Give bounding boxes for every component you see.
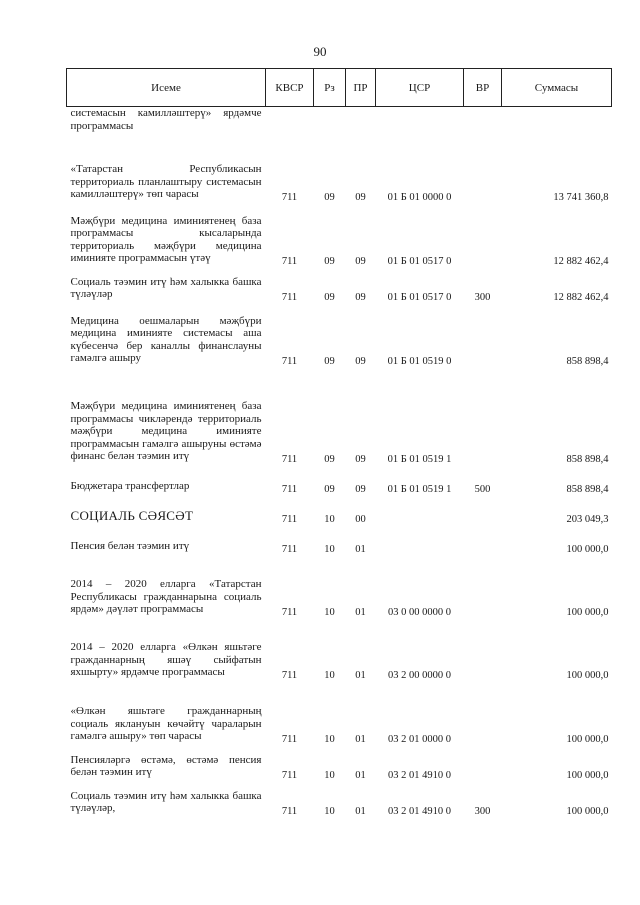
row-vr bbox=[464, 745, 502, 781]
row-csr: 03 2 01 4910 0 bbox=[388, 769, 451, 781]
row-name: системасын камилләштерү» ярдәмче программасы bbox=[70, 107, 262, 132]
budget-table bbox=[66, 68, 612, 817]
row-pr: 09 bbox=[355, 355, 366, 367]
row-kvsr: 711 bbox=[281, 453, 298, 465]
row-kvsr: 711 bbox=[281, 513, 298, 525]
table-row bbox=[67, 525, 612, 555]
row-vr bbox=[464, 139, 502, 203]
row-sum: 858 898,4 bbox=[566, 453, 609, 465]
row-pr: 01 bbox=[355, 805, 366, 817]
table-row bbox=[67, 781, 612, 817]
row-rz: 10 bbox=[324, 769, 335, 781]
row-vr bbox=[464, 618, 502, 681]
row-rz: 09 bbox=[324, 453, 335, 465]
row-rz bbox=[314, 107, 346, 139]
row-pr bbox=[346, 107, 376, 139]
row-kvsr: 711 bbox=[281, 805, 298, 817]
table-row bbox=[67, 681, 612, 745]
row-sum: 100 000,0 bbox=[566, 606, 609, 618]
row-name: Медицина оешмаларын мәҗбүри медицина иминияте системасы аша күбесенчә бер каналлы финанслауны гамәлгә ашыру bbox=[70, 314, 262, 364]
row-csr: 03 2 01 4910 0 bbox=[388, 805, 451, 817]
row-csr bbox=[376, 107, 464, 139]
row-sum: 858 898,4 bbox=[566, 355, 609, 367]
row-vr bbox=[464, 303, 502, 367]
table-row bbox=[67, 555, 612, 618]
row-csr: 03 2 01 0000 0 bbox=[388, 733, 451, 745]
table-row bbox=[67, 618, 612, 681]
row-rz: 09 bbox=[324, 483, 335, 495]
row-kvsr bbox=[266, 107, 314, 139]
row-sum: 100 000,0 bbox=[566, 769, 609, 781]
table-row bbox=[67, 139, 612, 203]
row-kvsr: 711 bbox=[281, 483, 298, 495]
header-csr: ЦСР bbox=[376, 69, 464, 107]
row-sum: 203 049,3 bbox=[566, 513, 609, 525]
row-vr bbox=[464, 107, 502, 139]
header-name: Исеме bbox=[67, 69, 266, 107]
row-kvsr: 711 bbox=[281, 606, 298, 618]
row-kvsr: 711 bbox=[281, 733, 298, 745]
row-rz: 09 bbox=[324, 355, 335, 367]
row-pr: 09 bbox=[355, 453, 366, 465]
row-kvsr: 711 bbox=[281, 669, 298, 681]
row-csr: 03 2 00 0000 0 bbox=[388, 669, 451, 681]
row-vr bbox=[464, 525, 502, 555]
row-kvsr: 711 bbox=[281, 355, 298, 367]
row-rz: 09 bbox=[324, 191, 335, 203]
row-rz: 10 bbox=[324, 606, 335, 618]
table-row bbox=[67, 495, 612, 525]
row-pr: 09 bbox=[355, 255, 366, 267]
header-row bbox=[67, 69, 612, 107]
row-name: Мәҗбүри медицина иминиятенең база программасы кысаларында территориаль мәҗбүри медицина иминияте программасын үтәү bbox=[70, 214, 262, 264]
row-kvsr: 711 bbox=[281, 191, 298, 203]
row-pr: 01 bbox=[355, 606, 366, 618]
row-sum: 13 741 360,8 bbox=[553, 191, 609, 203]
row-sum: 100 000,0 bbox=[566, 543, 609, 555]
table-row bbox=[67, 745, 612, 781]
row-csr: 01 Б 01 0517 0 bbox=[387, 255, 452, 267]
row-name: Бюджетара трансфертлар bbox=[70, 480, 190, 492]
table-row bbox=[67, 203, 612, 267]
row-rz: 10 bbox=[324, 543, 335, 555]
row-kvsr: 711 bbox=[281, 769, 298, 781]
row-rz: 10 bbox=[324, 733, 335, 745]
row-csr bbox=[376, 495, 464, 525]
header-sum: Суммасы bbox=[502, 69, 612, 107]
row-name: Пенсияләргә өстәмә, өстәмә пенсия белән тәэмин итү bbox=[70, 753, 262, 778]
row-vr: 300 bbox=[474, 805, 491, 817]
row-pr: 09 bbox=[355, 483, 366, 495]
row-kvsr: 711 bbox=[281, 291, 298, 303]
row-vr bbox=[464, 555, 502, 618]
row-name: Пенсия белән тәэмин итү bbox=[70, 540, 190, 552]
table-row bbox=[67, 367, 612, 465]
row-vr: 500 bbox=[474, 483, 491, 495]
table-row bbox=[67, 107, 612, 139]
row-name: Мәҗбүри медицина иминиятенең база программасы чикләрендә территориаль мәҗбүри медицина иминияте программасын гамәлгә ашыруны өстәмә финанс белән тәэмин итү bbox=[70, 400, 262, 462]
header-pr: ПР bbox=[346, 69, 376, 107]
row-pr: 01 bbox=[355, 669, 366, 681]
row-pr: 01 bbox=[355, 769, 366, 781]
row-pr: 09 bbox=[355, 291, 366, 303]
row-vr bbox=[464, 495, 502, 525]
row-vr: 300 bbox=[474, 291, 491, 303]
row-vr bbox=[464, 681, 502, 745]
row-rz: 09 bbox=[324, 255, 335, 267]
row-sum bbox=[502, 107, 612, 139]
table-row bbox=[67, 303, 612, 367]
table-row bbox=[67, 465, 612, 495]
page-number: 90 bbox=[313, 44, 327, 59]
row-vr bbox=[464, 203, 502, 267]
table-row bbox=[67, 267, 612, 303]
header-kvsr: КВСР bbox=[266, 69, 314, 107]
row-csr: 01 Б 01 0519 1 bbox=[387, 483, 452, 495]
row-name: «Татарстан Республикасын территориаль планлаштыру системасын камилләштерү» төп чарасы bbox=[70, 163, 262, 200]
row-sum: 12 882 462,4 bbox=[553, 291, 609, 303]
row-pr: 01 bbox=[355, 543, 366, 555]
row-sum: 100 000,0 bbox=[566, 669, 609, 681]
row-sum: 100 000,0 bbox=[566, 733, 609, 745]
row-rz: 10 bbox=[324, 805, 335, 817]
row-pr: 09 bbox=[355, 191, 366, 203]
row-vr bbox=[464, 367, 502, 465]
row-rz: 10 bbox=[324, 513, 335, 525]
row-name: 2014 – 2020 елларга «Татарстан Республикасы гражданнарына социаль ярдәм» дәүләт программасы bbox=[70, 578, 262, 615]
header-vr: ВР bbox=[464, 69, 502, 107]
row-name: Социаль тәэмин итү һәм халыкка башка түләүләр bbox=[70, 275, 262, 300]
row-csr: 01 Б 01 0519 1 bbox=[387, 453, 452, 465]
row-csr: 03 0 00 0000 0 bbox=[388, 606, 451, 618]
row-sum: 100 000,0 bbox=[566, 805, 609, 817]
row-kvsr: 711 bbox=[281, 543, 298, 555]
row-kvsr: 711 bbox=[281, 255, 298, 267]
row-rz: 09 bbox=[324, 291, 335, 303]
row-pr: 01 bbox=[355, 733, 366, 745]
row-sum: 12 882 462,4 bbox=[553, 255, 609, 267]
row-csr bbox=[376, 525, 464, 555]
row-name: СОЦИАЛЬ СӘЯСӘТ bbox=[70, 508, 194, 523]
header-rz: Рз bbox=[314, 69, 346, 107]
row-name: Социаль тәэмин итү һәм халыкка башка түләүләр, bbox=[70, 789, 262, 814]
row-csr: 01 Б 01 0517 0 bbox=[387, 291, 452, 303]
row-csr: 01 Б 01 0519 0 bbox=[387, 355, 452, 367]
row-name: «Өлкән яшьтәге гражданнарның социаль яклануын көчәйтү чараларын гамәлгә ашыру» төп чарасы bbox=[70, 705, 262, 742]
row-csr: 01 Б 01 0000 0 bbox=[387, 191, 452, 203]
row-name: 2014 – 2020 елларга «Өлкән яшьтәге гражданнарның яшәү сыйфатын яхшырту» ярдәмче программасы bbox=[70, 641, 262, 678]
row-sum: 858 898,4 bbox=[566, 483, 609, 495]
row-rz: 10 bbox=[324, 669, 335, 681]
row-pr: 00 bbox=[355, 513, 366, 525]
